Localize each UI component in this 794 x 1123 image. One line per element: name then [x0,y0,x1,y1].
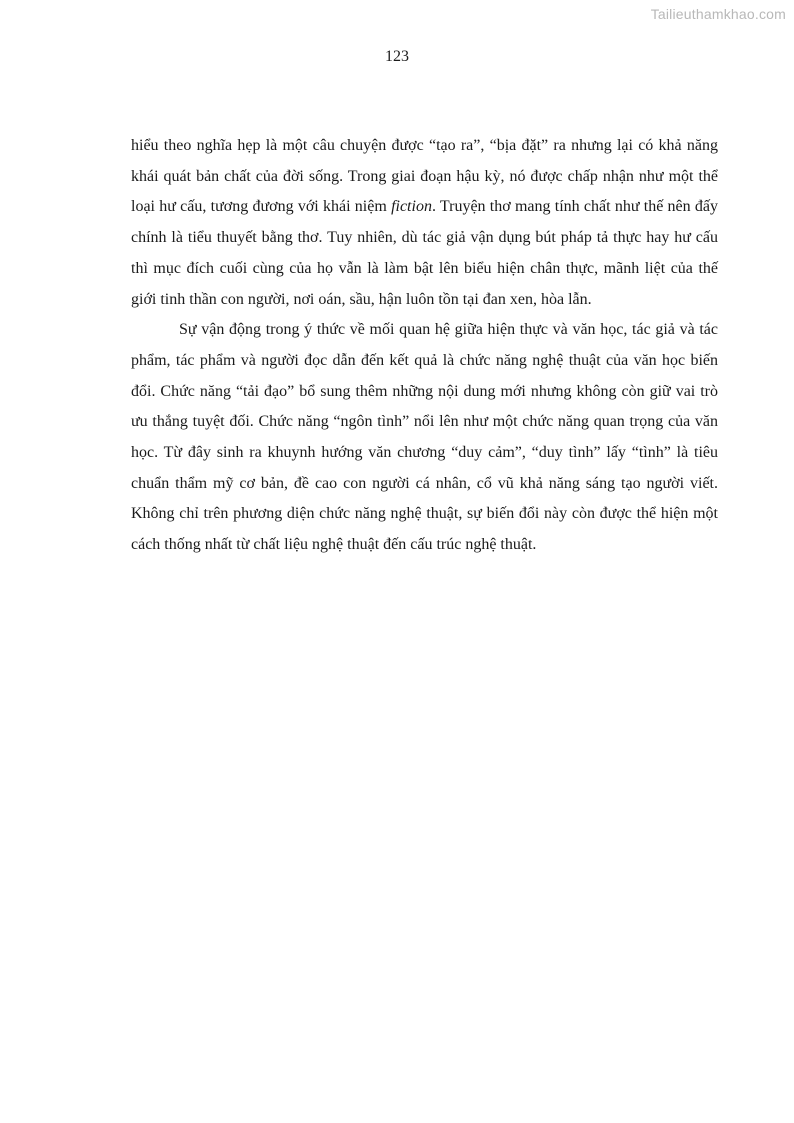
paragraph-1-italic-term: fiction [391,198,432,216]
paragraph-2: Sự vận động trong ý thức về mối quan hệ giữa hiện thực và văn học, tác giả và tác phẩm, tác phẩm và người đọc dẫn đến kết quả là chức năng nghệ thuật của văn học biến đổi. Chức năng “tải đạo” bổ sung thêm những nội dung mới nhưng không còn giữ vai trò ưu thắng tuyệt đối. Chức năng “ngôn tình” nổi lên như một chức năng quan trọng của văn học. Từ đây sinh ra khuynh hướng văn chương “duy cảm”, “duy tình” lấy “tình” là tiêu chuẩn thẩm mỹ cơ bản, đề cao con người cá nhân, cổ vũ khả năng sáng tạo người viết. Không chỉ trên phương diện chức năng nghệ thuật, sự biến đổi này còn được thể hiện một cách thống nhất từ chất liệu nghệ thuật đến cấu trúc nghệ thuật. [131,321,718,554]
page-number: 123 [385,48,409,65]
paragraph-1-text-start: hiểu theo nghĩa hẹp là một câu chuyện được “tạo ra”, “bịa đặt” ra nhưng lại có khả năng khái quát bản chất của đời sống. Trong giai đoạn hậu kỳ, nó được chấp nhận như một thể loại hư cấu, tương đương với khái niệm [131,137,718,216]
body-text [131,131,718,561]
paragraph-1 [131,131,718,315]
watermark-text: Tailieuthamkhao.com [650,6,786,22]
paragraph-1-text-end: . Truyện thơ mang tính chất như thế nên đấy chính là tiểu thuyết bằng thơ. Tuy nhiên, dù tác giả vận dụng bút pháp tả thực hay hư cấu thì mục đích cuối cùng của họ vẫn là làm bật lên biểu hiện chân thực, mãnh liệt của thế giới tinh thần con người, nơi oán, sầu, hận luôn tồn tại đan xen, hòa lẫn. [131,198,719,308]
